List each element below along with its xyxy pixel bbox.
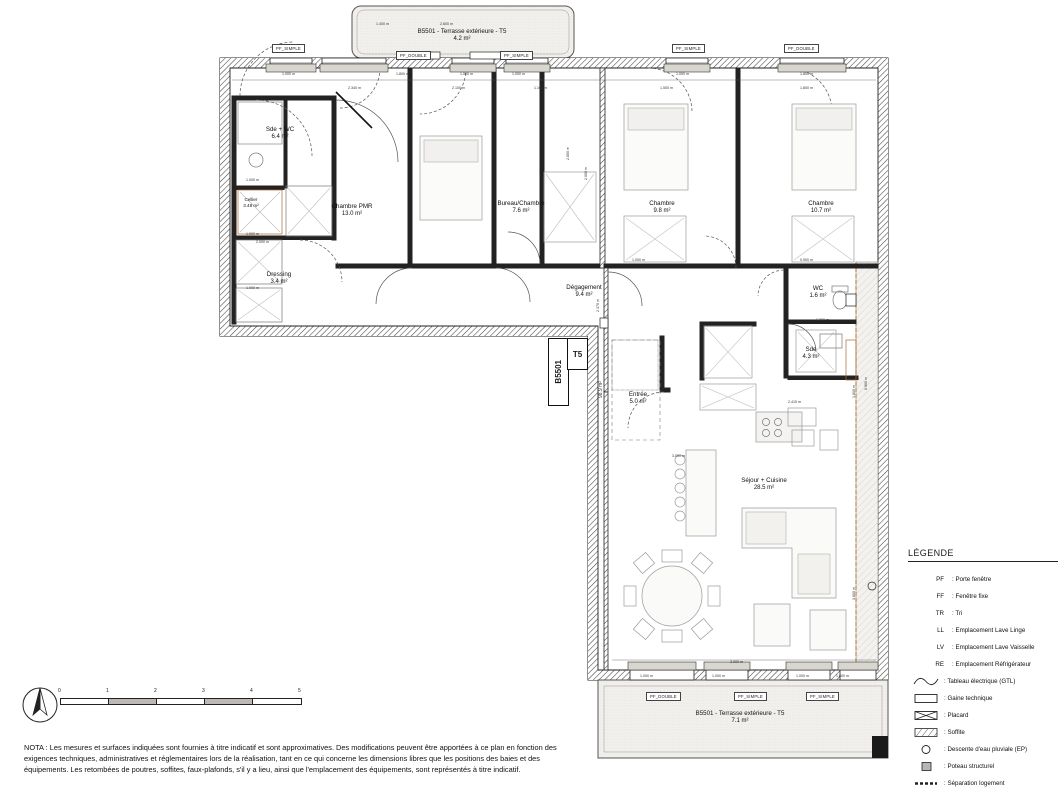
room-label-entree: Entrée 5.0 m² <box>628 391 648 405</box>
room-label-chambre-pmr: Chambre PMR 13.0 m² <box>331 203 373 217</box>
dim-bot-5: 3.000 m <box>730 660 743 664</box>
tableau-electrique-icon <box>908 677 944 686</box>
scale-tick-4: 4 <box>250 688 253 694</box>
dim-bot-4: 1.800 m <box>836 674 849 678</box>
scale-tick-1: 1 <box>106 688 109 694</box>
dim-top-6: 1.800 m <box>800 72 813 76</box>
soffite-icon <box>908 727 944 738</box>
dim-int-3: 1.100 m <box>534 86 547 90</box>
room-label-bureau-chambre: Bureau/Chambre 7.6 m² <box>497 200 545 214</box>
dim-misc-3: 1.000 m <box>632 258 645 262</box>
dim-int-5: 1.800 m <box>800 86 813 90</box>
dim-top-4: 1.000 m <box>512 72 525 76</box>
window-tag-6: PF_DOUBLE <box>646 692 681 701</box>
legend-panel <box>908 548 1058 792</box>
scale-tick-3: 3 <box>202 688 205 694</box>
descente-eau-pluviale-icon <box>908 744 944 755</box>
separation-logement-icon <box>908 779 944 788</box>
compass-rose <box>20 685 60 725</box>
room-label-terrasse-haut: B5501 - Terrasse extérieure - T5 4.2 m² <box>417 28 507 42</box>
dim-top-3: 1.000 m <box>460 72 473 76</box>
balcony-right <box>856 262 878 670</box>
scale-tick-5: 5 <box>298 688 301 694</box>
dim-misc-1: 2.415 m <box>788 400 801 404</box>
window-tag-1: PF_SIMPLE <box>272 44 305 53</box>
gaine-technique-icon <box>908 693 944 704</box>
window-tag-4: PF_SIMPLE <box>672 44 705 53</box>
dim-bot-1: 1.000 m <box>640 674 653 678</box>
dim-left-3: 1.000 m <box>246 286 259 290</box>
dim-vert-5: 3.800 m <box>852 587 856 600</box>
legend-row-tr: TR : Tri <box>935 610 963 617</box>
scale-bar <box>60 690 320 720</box>
legend-title: LÉGENDE <box>908 548 954 558</box>
dim-vert-4: 0.900 m <box>864 377 868 390</box>
dim-misc-8: 1.400 m <box>376 22 389 26</box>
window-tag-8: PF_SIMPLE <box>806 692 839 701</box>
legend-row-soffite: : Soffite <box>908 724 1058 741</box>
room-label-sde: Sde 4.3 m² <box>802 346 820 360</box>
dim-left-2: 1.000 m <box>246 232 259 236</box>
room-label-cellier: Cellier 3.48 m² <box>243 197 259 208</box>
room-label-sde-wc: Sde + WC 6.4 m² <box>265 126 295 140</box>
dim-int-1: 2.340 m <box>348 86 361 90</box>
dim-top-2: 1.800 m <box>396 72 409 76</box>
dim-vert-1: 2.000 m <box>584 167 588 180</box>
dim-bot-3: 1.000 m <box>796 674 809 678</box>
lot-area-text: 98.9 m² <box>598 381 604 398</box>
scale-tick-0: 0 <box>58 688 61 694</box>
room-label-dressing: Dressing 3.4 m² <box>266 271 292 285</box>
room-label-terrasse-bas: B5501 - Terrasse extérieure - T5 7.1 m² <box>695 710 785 724</box>
dim-left-1: 1.000 m <box>246 178 259 182</box>
legend-row-ll: LL : Emplacement Lave Linge <box>937 627 1026 634</box>
dim-misc-6: 2.000 m <box>256 240 269 244</box>
room-label-sejour-cuisine: Séjour + Cuisine 28.5 m² <box>741 477 787 491</box>
placard-icon <box>908 710 944 721</box>
dim-top-5: 1.000 m <box>676 72 689 76</box>
scale-tick-2: 2 <box>154 688 157 694</box>
lot-type-box: T5 <box>567 338 588 370</box>
room-label-degagement: Dégagement 9.4 m² <box>566 284 602 298</box>
room-label-chambre-10: Chambre 10.7 m² <box>808 200 834 214</box>
dim-int-4: 1.500 m <box>660 86 673 90</box>
window-tag-2: PF_DOUBLE <box>396 51 431 60</box>
lot-code-box: B5501 <box>548 338 569 406</box>
legend-row-gaine-technique: : Gaine technique <box>908 690 1058 707</box>
legend-row-placard: : Placard <box>908 707 1058 724</box>
dim-misc-2: 1.800 m <box>816 318 829 322</box>
legend-row-ff: FF : Fenêtre fixe <box>936 593 989 600</box>
legend-row-tableau-electrique: : Tableau électrique (GTL) <box>908 673 1058 690</box>
legend-row-pf: PF : Porte fenêtre <box>936 576 992 583</box>
nota-text: NOTA : Les mesures et surfaces indiquées sont fournies à titre indicatif et sont approximatives. Des modifications peuvent être apportées à ce plan en fonction des exigences techniques, administratives et réglementaires lors de la réalisation, tant en ce qui concerne les dimensions libres que les positions des baies et des équipements. Les retombées de poutres, soffites, faux-plafonds, s'il y a lieu, ainsi que l'emplacement des équipements, sont représentés à titre indicatif. <box>24 743 557 775</box>
legend-row-poteau: : Poteau structurel <box>908 758 1058 775</box>
dim-misc-7: 2.600 m <box>440 22 453 26</box>
dim-misc-4: 0.900 m <box>800 258 813 262</box>
dim-misc-5: 3.000 m <box>672 454 685 458</box>
room-label-wc: WC 1.6 m² <box>809 285 827 299</box>
legend-divider <box>908 561 1058 562</box>
window-tag-5: PF_DOUBLE <box>784 44 819 53</box>
dim-top-1: 1.000 m <box>282 72 295 76</box>
dim-vert-3: 1.800 m <box>852 385 856 398</box>
legend-row-re: RE : Emplacement Réfrigérateur <box>935 661 1032 668</box>
dim-int-2: 2.100 m <box>452 86 465 90</box>
room-label-chambre-9: Chambre 9.8 m² <box>649 200 675 214</box>
dim-vert-2: 2.370 m <box>596 299 600 312</box>
legend-row-lv: LV : Emplacement Lave Vaisselle <box>936 644 1035 651</box>
dim-vert-6: 2.800 m <box>566 147 570 160</box>
legend-row-separation-logement: : Séparation logement <box>908 775 1058 792</box>
dim-bot-2: 1.000 m <box>712 674 725 678</box>
legend-row-descente-eau: : Descente d'eau pluviale (EP) <box>908 741 1058 758</box>
window-tag-7: PF_SIMPLE <box>734 692 767 701</box>
poteau-structurel-icon <box>908 761 944 772</box>
window-tag-3: PF_SIMPLE <box>500 51 533 60</box>
